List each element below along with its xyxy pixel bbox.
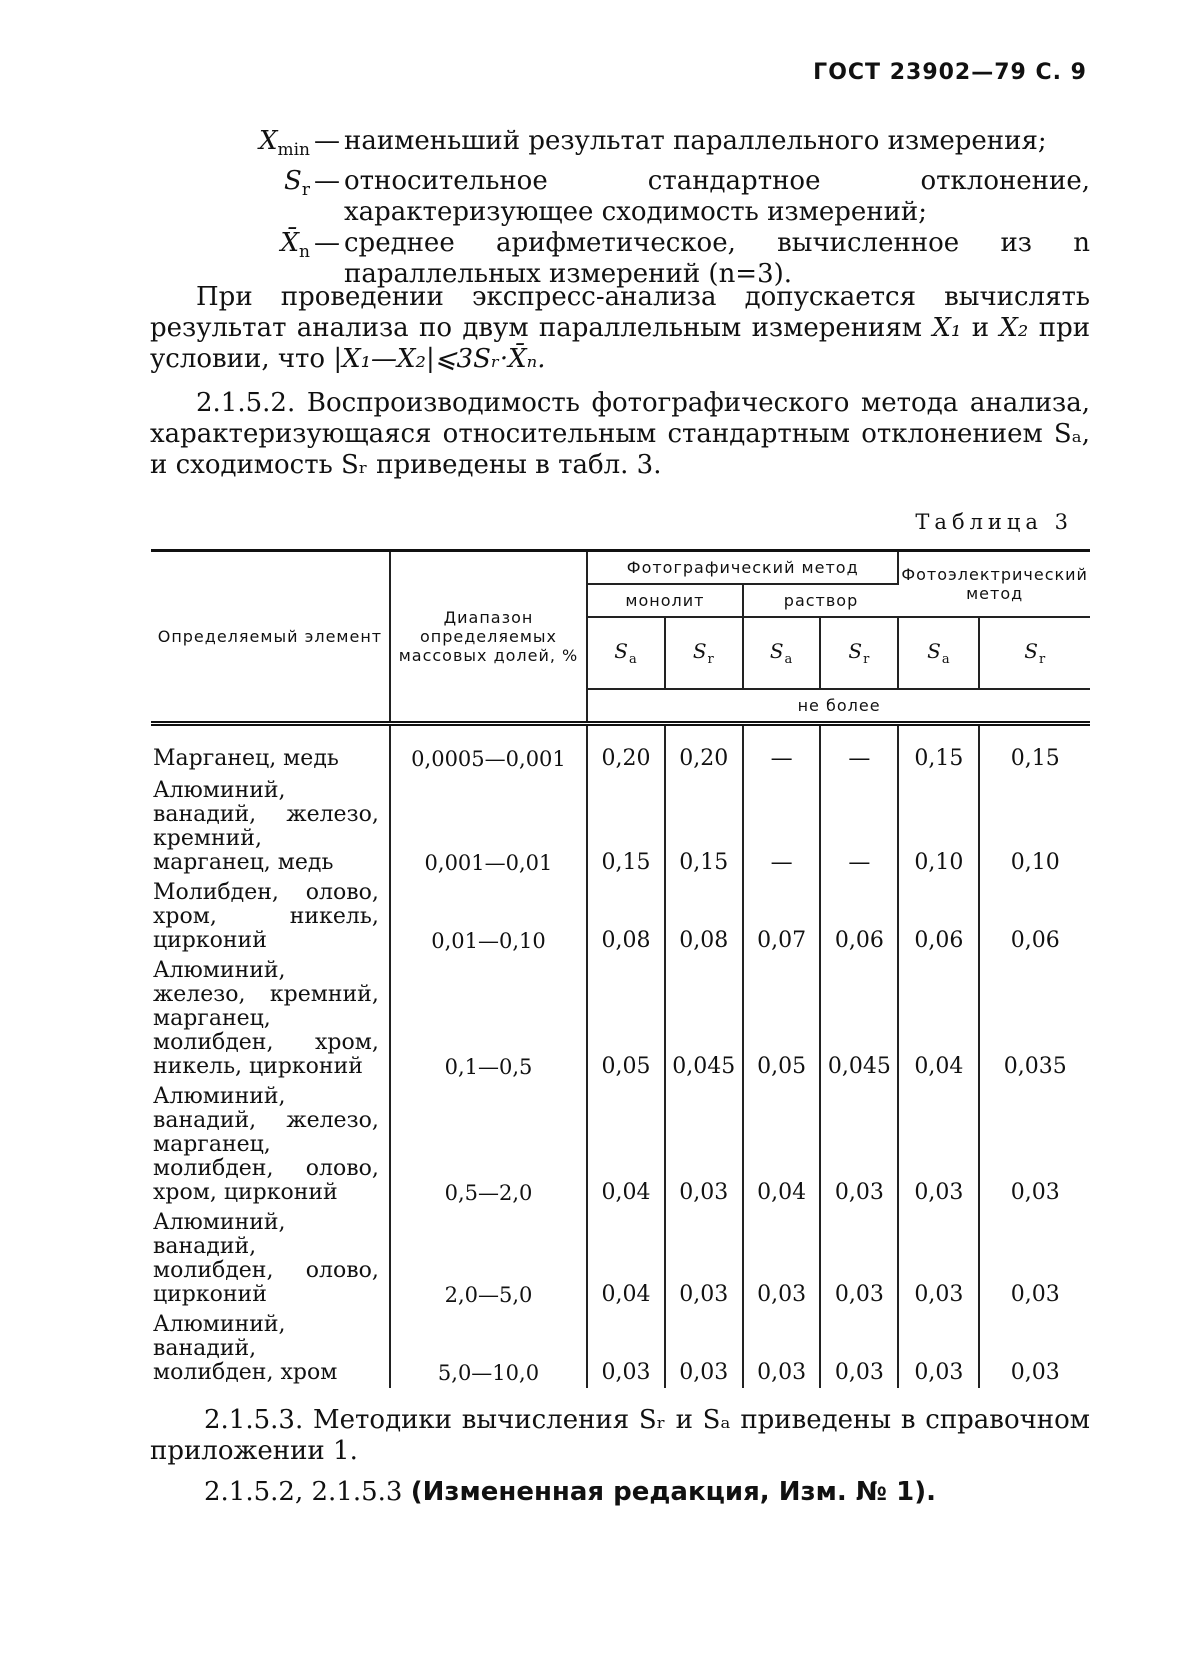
definitions-list: [140, 126, 1090, 290]
cell-value: 0,04: [743, 1082, 821, 1208]
precision-table: [151, 549, 1090, 1388]
header-monolith: монолит: [587, 584, 743, 617]
header-not-more: не более: [797, 696, 881, 715]
cell-value: —: [820, 774, 898, 878]
cell-element: Алюминий, ванадий, молибден, олово, цирконий: [151, 1208, 390, 1310]
cell-element: Алюминий, ванадий, молибден, хром: [151, 1310, 390, 1388]
header-sa: $S_a$: [898, 617, 979, 689]
definition-text: относительное стандартное отклонение, характеризующее сходимость измерений;: [344, 166, 1090, 228]
cell-value: 0,04: [587, 1082, 665, 1208]
cell-value: 0,15: [1010, 746, 1060, 771]
cell-value: 0,04: [898, 956, 979, 1082]
table-row: [151, 956, 1090, 1082]
cell-value: 0,03: [820, 1310, 898, 1388]
cell-value: 0,07: [743, 878, 821, 956]
cell-value: 0,03: [820, 1082, 898, 1208]
cell-value: 0,03: [665, 1208, 743, 1310]
cell-element: Алюминий, ванадий, железо, кремний, марганец, медь: [151, 774, 390, 878]
amendment-note: 2.1.5.2, 2.1.5.3 (Измененная редакция, Изм. № 1).: [204, 1477, 936, 1507]
cell-range: 2,0—5,0: [390, 1208, 587, 1310]
table-row: [151, 724, 1090, 775]
cell-value: —: [743, 774, 821, 878]
cell-value: 0,045: [665, 956, 743, 1082]
cell-element: Молибден, олово, хром, никель, цирконий: [151, 878, 390, 956]
header-range: Диапазон определяемых массовых долей, %: [390, 551, 587, 724]
cell-range: 5,0—10,0: [390, 1310, 587, 1388]
table-row: [151, 878, 1090, 956]
cell-value: 0,06: [1010, 928, 1060, 953]
cell-value: 0,10: [1010, 850, 1060, 875]
cell-value: 0,045: [820, 956, 898, 1082]
table-row: [151, 1310, 1090, 1388]
header-sa: $S_a$: [743, 617, 821, 689]
page-header: ГОСТ 23902—79 С. 9: [813, 60, 1087, 85]
cell-value: 0,06: [820, 878, 898, 956]
paragraph-2-1-5-2: 2.1.5.2. Воспроизводимость фотографического метода анализа, характеризующаяся относительным стандартным отклонением Sₐ, и сходимость Sᵣ приведены в табл. 3.: [150, 388, 1090, 480]
table-caption: Таблица 3: [915, 510, 1073, 534]
cell-element: Алюминий, ванадий, железо, марганец, молибден, олово, хром, цирконий: [151, 1082, 390, 1208]
table-row: [151, 774, 1090, 878]
table-row: [151, 1082, 1090, 1208]
cell-value: 0,15: [665, 774, 743, 878]
definition-item: $S_r$ — относительное стандартное отклонение, характеризующее сходимость измерений;: [284, 166, 1090, 228]
paragraph-2-1-5-3: 2.1.5.3. Методики вычисления Sᵣ и Sₐ приведены в справочном приложении 1.: [150, 1405, 1090, 1466]
header-sr: $S_r$: [665, 617, 743, 689]
cell-value: 0,10: [898, 774, 979, 878]
cell-value: 0,03: [665, 1310, 743, 1388]
definition-text: наименьший результат параллельного измерения;: [344, 126, 1047, 156]
cell-value: 0,03: [743, 1208, 821, 1310]
cell-value: 0,03: [587, 1310, 665, 1388]
header-sa: $S_a$: [587, 617, 665, 689]
cell-value: 0,03: [1010, 1282, 1060, 1307]
cell-range: 0,0005—0,001: [390, 724, 587, 775]
header-photo-method: Фотографический метод: [587, 551, 898, 585]
condition-formula: |X₁—X₂|⩽3Sᵣ·X̄ₙ.: [333, 344, 546, 374]
cell-value: 0,15: [587, 774, 665, 878]
cell-value: 0,06: [898, 878, 979, 956]
definition-item: $X_{min}$ — наименьший результат параллельного измерения;: [140, 126, 1090, 166]
cell-value: 0,03: [898, 1082, 979, 1208]
cell-value: 0,05: [743, 956, 821, 1082]
cell-value: 0,03: [898, 1310, 979, 1388]
definition-item: $X̄_n$ — среднее арифметическое, вычисленное из n параллельных измерений (n=3).: [280, 228, 1090, 290]
cell-value: 0,035: [1003, 1054, 1067, 1079]
express-analysis-paragraph: При проведении экспресс-анализа допускается вычислять результат анализа по двум параллельным измерениям X₁ и X₂ при условии, что |X₁—X₂|⩽3Sᵣ·X̄ₙ.: [150, 282, 1091, 374]
cell-value: 0,08: [587, 878, 665, 956]
cell-element: Алюминий, железо, кремний, марганец, молибден, хром, никель, цирконий: [151, 956, 390, 1082]
cell-value: 0,03: [820, 1208, 898, 1310]
cell-value: 0,20: [665, 724, 743, 775]
cell-value: 0,03: [665, 1082, 743, 1208]
table-body: [151, 724, 1090, 1389]
cell-value: 0,08: [665, 878, 743, 956]
cell-value: —: [820, 724, 898, 775]
cell-value: 0,03: [1010, 1180, 1060, 1205]
header-sr: $S_r$: [1024, 639, 1047, 667]
cell-range: 0,01—0,10: [390, 878, 587, 956]
cell-value: 0,03: [743, 1310, 821, 1388]
header-sr: $S_r$: [820, 617, 898, 689]
header-element: Определяемый элемент: [151, 551, 390, 724]
header-solution: раствор: [743, 584, 899, 617]
table-row: [151, 1208, 1090, 1310]
cell-value: —: [743, 724, 821, 775]
cell-value: 0,03: [898, 1208, 979, 1310]
cell-range: 0,1—0,5: [390, 956, 587, 1082]
definition-text: среднее арифметическое, вычисленное из n параллельных измерений (n=3).: [344, 228, 1090, 290]
cell-value: 0,15: [898, 724, 979, 775]
header-photoelectric-method: Фотоэлектрический метод: [898, 551, 1090, 618]
cell-value: 0,03: [1010, 1360, 1060, 1385]
cell-range: 0,001—0,01: [390, 774, 587, 878]
cell-range: 0,5—2,0: [390, 1082, 587, 1208]
cell-value: 0,04: [587, 1208, 665, 1310]
cell-element: Марганец, медь: [151, 724, 390, 775]
cell-value: 0,20: [587, 724, 665, 775]
cell-value: 0,05: [587, 956, 665, 1082]
